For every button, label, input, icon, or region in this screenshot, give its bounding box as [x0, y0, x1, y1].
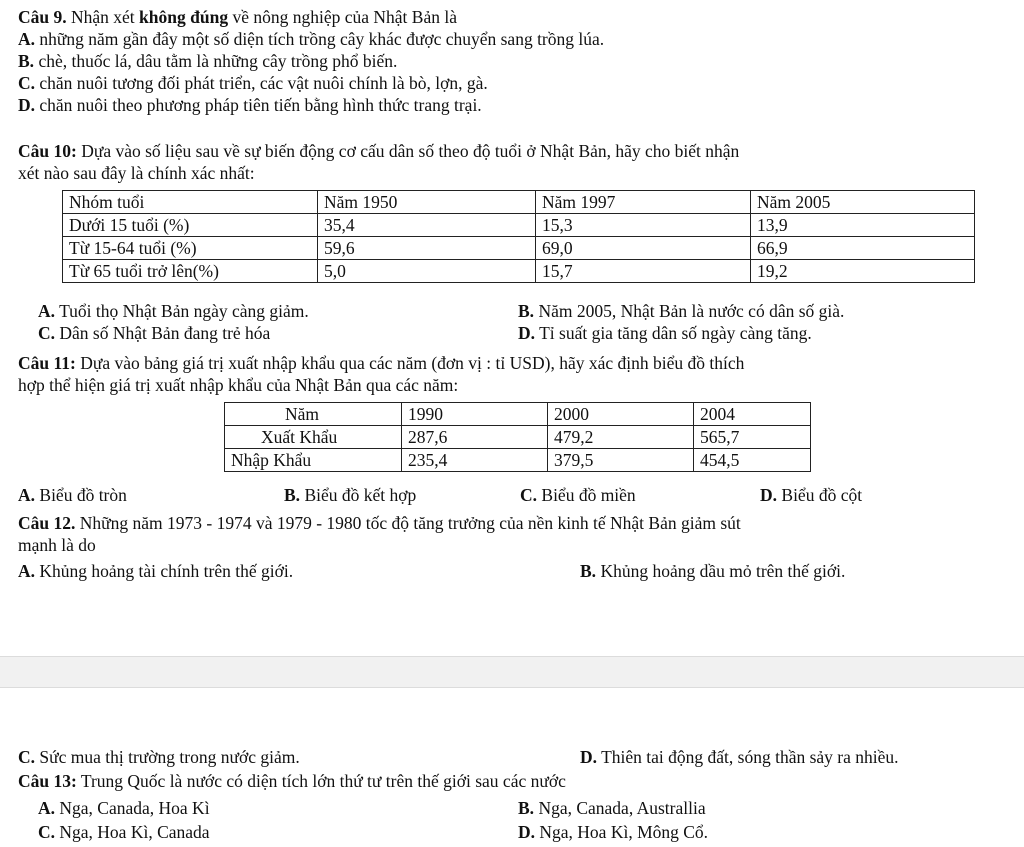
table-header-row — [63, 191, 975, 214]
option-key: C. — [18, 747, 36, 767]
question-11-label: Câu 11: — [18, 353, 76, 373]
option-key: A. — [18, 485, 36, 505]
question-12-stem-line1: Những năm 1973 - 1974 và 1979 - 1980 tốc độ tăng trưởng của nền kinh tế Nhật Bản giảm sút — [79, 513, 741, 533]
option-text: Khủng hoảng tài chính trên thế giới. — [39, 561, 294, 581]
question-9-option-c[interactable] — [18, 72, 1008, 94]
question-13 — [18, 770, 1008, 792]
table-header-cell: Năm 2005 — [751, 191, 975, 214]
table-cell: 19,2 — [751, 260, 975, 283]
table-header-cell: Năm — [225, 403, 402, 426]
table-cell: 15,7 — [536, 260, 751, 283]
option-key: B. — [18, 51, 35, 71]
question-13-option-b[interactable] — [518, 797, 706, 819]
table-cell: Nhập Khẩu — [225, 449, 402, 472]
option-text: Dân số Nhật Bản đang trẻ hóa — [59, 323, 271, 343]
option-key: A. — [38, 798, 56, 818]
table-cell: 454,5 — [694, 449, 811, 472]
option-text: chăn nuôi tương đối phát triển, các vật nuôi chính là bò, lợn, gà. — [39, 73, 488, 93]
option-text: Biểu đồ cột — [781, 485, 863, 505]
option-key: A. — [38, 301, 56, 321]
question-9 — [18, 6, 1008, 116]
option-key: B. — [518, 798, 535, 818]
option-text: Khủng hoảng dầu mỏ trên thế giới. — [600, 561, 846, 581]
option-key: C. — [520, 485, 538, 505]
question-10-stem-line2: xét nào sau đây là chính xác nhất: — [18, 163, 255, 183]
table-cell: Xuất Khẩu — [225, 426, 402, 449]
table-cell: 565,7 — [694, 426, 811, 449]
table-cell: 235,4 — [402, 449, 548, 472]
option-text: những năm gần đây một số diện tích trồng cây khác được chuyển sang trồng lúa. — [39, 29, 605, 49]
question-13-options — [38, 797, 1008, 843]
option-text: Năm 2005, Nhật Bản là nước có dân số già. — [538, 301, 845, 321]
table-row — [225, 426, 811, 449]
option-key: D. — [18, 95, 36, 115]
table-cell: 13,9 — [751, 214, 975, 237]
table-row — [63, 214, 975, 237]
option-text: Nga, Hoa Kì, Canada — [59, 822, 210, 842]
option-text: Biểu đồ kết hợp — [304, 485, 417, 505]
table-cell: 5,0 — [318, 260, 536, 283]
table-cell: Dưới 15 tuổi (%) — [63, 214, 318, 237]
option-key: D. — [580, 747, 598, 767]
question-10-options — [38, 300, 1008, 344]
table-header-cell: 1990 — [402, 403, 548, 426]
table-cell: 69,0 — [536, 237, 751, 260]
question-10-stem — [18, 140, 1008, 162]
trade-value-table — [224, 402, 811, 472]
page-break-divider — [0, 656, 1024, 688]
age-structure-table — [62, 190, 975, 283]
question-10-label: Câu 10: — [18, 141, 77, 161]
question-9-stem-post: về nông nghiệp của Nhật Bản là — [228, 7, 457, 27]
question-12 — [18, 512, 1008, 582]
option-key: C. — [38, 323, 56, 343]
table-cell: 66,9 — [751, 237, 975, 260]
question-10-stem-line1: Dựa vào số liệu sau về sự biến động cơ cấu dân số theo độ tuổi ở Nhật Bản, hãy cho biết nhận — [81, 141, 740, 161]
option-key: D. — [518, 822, 536, 842]
question-13-stem — [18, 770, 1008, 792]
question-9-option-b[interactable] — [18, 50, 1008, 72]
option-key: A. — [18, 29, 36, 49]
question-9-option-d[interactable] — [18, 94, 1008, 116]
option-text: Tuổi thọ Nhật Bản ngày càng giảm. — [59, 301, 309, 321]
option-key: A. — [18, 561, 36, 581]
question-9-option-a[interactable] — [18, 28, 1008, 50]
question-13-label: Câu 13: — [18, 771, 77, 791]
table-header-cell: 2000 — [548, 403, 694, 426]
table-cell: 59,6 — [318, 237, 536, 260]
question-9-stem — [18, 6, 1008, 28]
table-cell: Từ 65 tuổi trở lên(%) — [63, 260, 318, 283]
table-cell: Từ 15-64 tuổi (%) — [63, 237, 318, 260]
option-text: chăn nuôi theo phương pháp tiên tiến bằng hình thức trang trại. — [39, 95, 482, 115]
question-10-option-d[interactable] — [518, 322, 812, 344]
option-key: B. — [580, 561, 597, 581]
question-11-stem-line1: Dựa vào bảng giá trị xuất nhập khẩu qua các năm (đơn vị : tỉ USD), hãy xác định biểu đồ thích — [80, 353, 745, 373]
option-text: Sức mua thị trường trong nước giảm. — [39, 747, 300, 767]
question-11-option-a[interactable] — [18, 484, 127, 506]
table-header-cell: Năm 1950 — [318, 191, 536, 214]
question-13-option-d[interactable] — [518, 821, 708, 843]
option-text: Nga, Canada, Hoa Kì — [59, 798, 210, 818]
question-13-option-a[interactable] — [38, 797, 210, 819]
question-12-options-continued — [18, 746, 1008, 768]
question-13-option-c[interactable] — [38, 821, 210, 843]
question-10-option-a[interactable] — [38, 300, 309, 322]
option-text: Biểu đồ tròn — [39, 485, 127, 505]
option-text: Nga, Canada, Australlia — [538, 798, 706, 818]
table-cell: 479,2 — [548, 426, 694, 449]
question-13-stem-text: Trung Quốc là nước có diện tích lớn thứ tư trên thế giới sau các nước — [80, 771, 566, 791]
option-key: B. — [518, 301, 535, 321]
option-text: Thiên tai động đất, sóng thần sảy ra nhiều. — [601, 747, 899, 767]
question-11-options — [18, 484, 1008, 506]
question-12-stem — [18, 512, 1008, 534]
question-12-label: Câu 12. — [18, 513, 76, 533]
table-cell: 379,5 — [548, 449, 694, 472]
option-key: C. — [38, 822, 56, 842]
question-11 — [18, 352, 1008, 396]
table-header-cell: 2004 — [694, 403, 811, 426]
question-12-option-c[interactable] — [18, 746, 300, 768]
option-text: Biểu đồ miền — [541, 485, 636, 505]
question-11-stem — [18, 352, 1008, 374]
question-9-label: Câu 9. — [18, 7, 67, 27]
option-key: B. — [284, 485, 301, 505]
question-11-option-b[interactable] — [284, 484, 416, 506]
question-10 — [18, 140, 1008, 184]
question-11-option-c[interactable] — [520, 484, 636, 506]
table-header-cell: Năm 1997 — [536, 191, 751, 214]
option-key: D. — [518, 323, 536, 343]
table-cell: 15,3 — [536, 214, 751, 237]
table-header-row — [225, 403, 811, 426]
question-12-option-b[interactable] — [580, 560, 845, 582]
table-row — [63, 237, 975, 260]
question-12-option-d[interactable] — [580, 746, 899, 768]
option-key: C. — [18, 73, 36, 93]
question-9-stem-emphasis: không đúng — [139, 7, 229, 27]
question-9-stem-pre: Nhận xét — [71, 7, 140, 27]
table-row — [63, 260, 975, 283]
table-row — [225, 449, 811, 472]
table-cell: 287,6 — [402, 426, 548, 449]
option-text: chè, thuốc lá, dâu tằm là những cây trồng phổ biến. — [38, 51, 398, 71]
question-12-option-a[interactable] — [18, 560, 293, 582]
question-10-option-c[interactable] — [38, 322, 270, 344]
question-12-stem-line2: mạnh là do — [18, 535, 96, 555]
question-11-stem-line2: hợp thể hiện giá trị xuất nhập khẩu của Nhật Bản qua các năm: — [18, 375, 459, 395]
option-key: D. — [760, 485, 778, 505]
table-header-cell: Nhóm tuổi — [63, 191, 318, 214]
question-11-option-d[interactable] — [760, 484, 862, 506]
option-text: Nga, Hoa Kì, Mông Cổ. — [539, 822, 709, 842]
table-cell: 35,4 — [318, 214, 536, 237]
option-text: Tỉ suất gia tăng dân số ngày càng tăng. — [539, 323, 812, 343]
question-10-option-b[interactable] — [518, 300, 844, 322]
